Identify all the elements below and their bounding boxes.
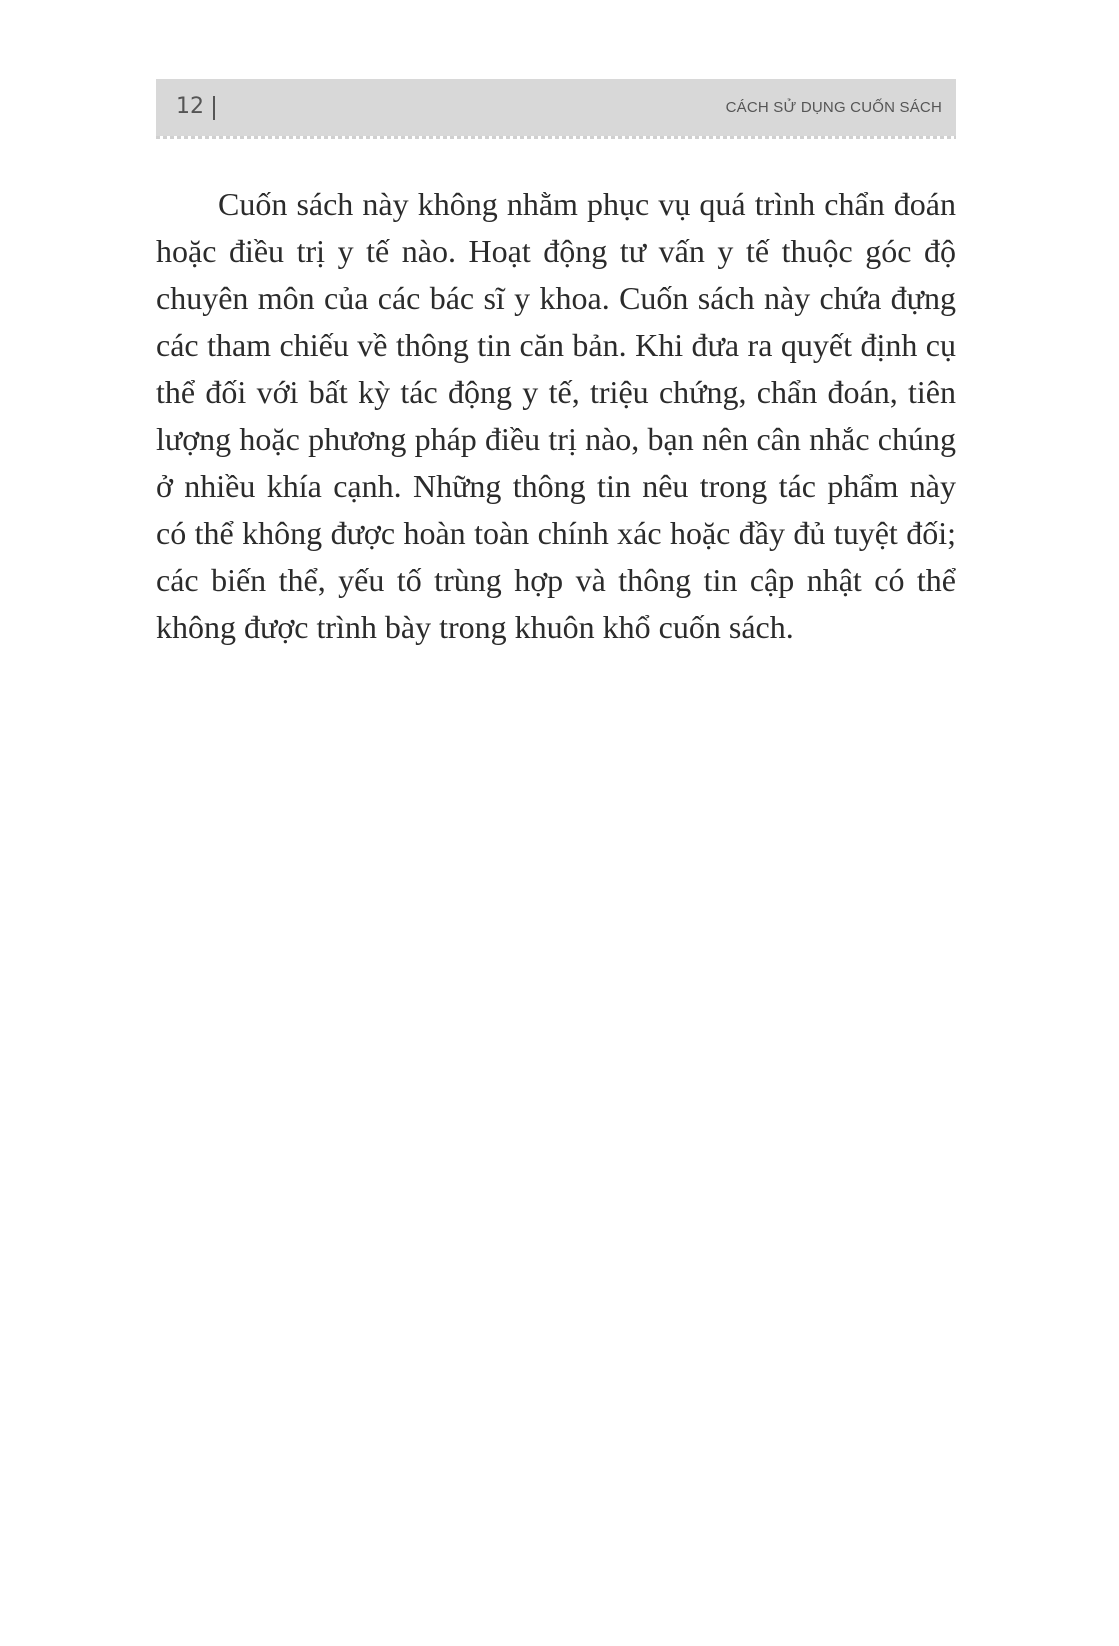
page-number: 12 <box>176 94 204 119</box>
header-separator <box>213 96 215 120</box>
body-paragraph: Cuốn sách này không nhằm phục vụ quá trình chẩn đoán hoặc điều trị y tế nào. Hoạt động tư vấn y tế thuộc góc độ chuyên môn của các bác sĩ y khoa. Cuốn sách này chứa đựng các tham chiếu về thông tin căn bản. Khi đưa ra quyết định cụ thể đối với bất kỳ tác động y tế, triệu chứng, chẩn đoán, tiên lượng hoặc phương pháp điều trị nào, bạn nên cân nhắc chúng ở nhiều khía cạnh. Những thông tin nêu trong tác phẩm này có thể không được hoàn toàn chính xác hoặc đầy đủ tuyệt đối; các biến thể, yếu tố trùng hợp và thông tin cập nhật có thể không được trình bày trong khuôn khổ cuốn sách. <box>156 186 956 645</box>
chapter-title: CÁCH SỬ DỤNG CUỐN SÁCH <box>725 99 942 116</box>
running-header <box>156 79 956 136</box>
